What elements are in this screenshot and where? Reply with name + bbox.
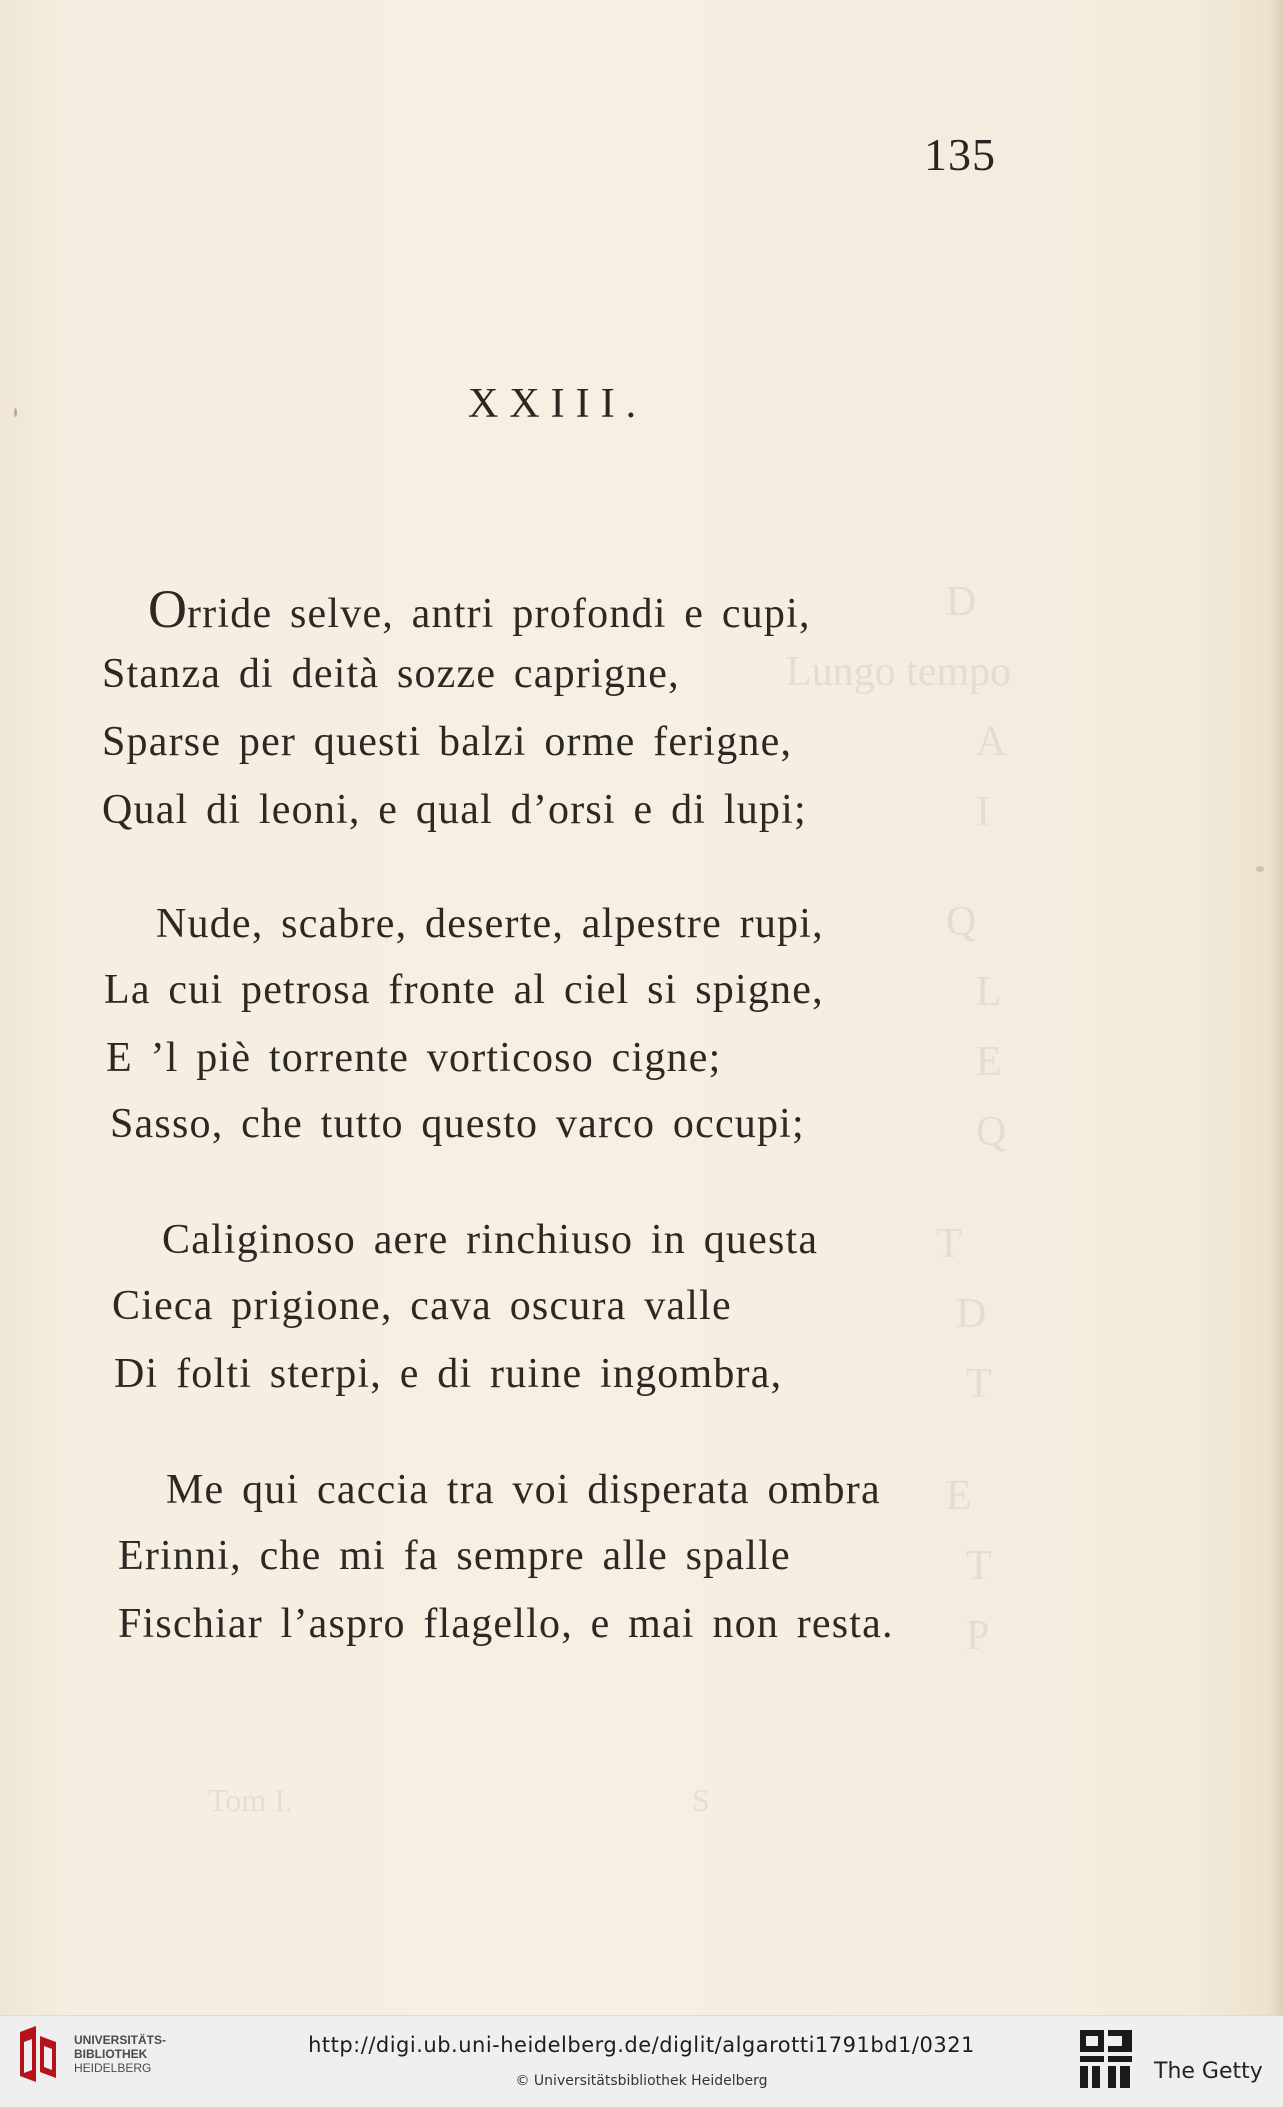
poem-line: Erinni, che mi fa sempre alle spalle	[118, 1533, 791, 1579]
section-title: XXIII.	[468, 381, 648, 427]
poem-line: Fischiar l’aspro flagello, e mai non resta.	[118, 1601, 894, 1647]
poem-line: E ’l piè torrente vorticoso cigne;	[106, 1035, 722, 1081]
poem-line: Nude, scabre, deserte, alpestre rupi,	[156, 901, 824, 947]
partner-name: The Getty	[1154, 2059, 1263, 2084]
poem-line: Me qui caccia tra voi disperata ombra	[166, 1467, 881, 1513]
getty-logo-icon	[1078, 2026, 1134, 2094]
library-name-line: UNIVERSITÄTS-	[74, 2033, 167, 2047]
poem-line: Sasso, che tutto questo varco occupi;	[110, 1101, 805, 1147]
library-name-line: BIBLIOTHEK	[74, 2047, 148, 2061]
poem-line	[148, 578, 811, 640]
paper-speck	[14, 408, 17, 417]
drop-cap: O	[148, 579, 187, 639]
library-name-line: HEIDELBERG	[74, 2061, 152, 2075]
paper-speck	[1256, 866, 1264, 872]
permalink-url[interactable]: http://digi.ub.uni-heidelberg.de/diglit/algarotti1791bd1/0321	[308, 2033, 975, 2057]
poem-line: Di folti sterpi, e di ruine ingombra,	[114, 1351, 783, 1397]
poem-line: Cieca prigione, cava oscura valle	[112, 1283, 732, 1329]
poem-line: Stanza di deità sozze caprigne,	[102, 651, 680, 697]
page-number: 135	[924, 129, 996, 180]
page-edge-shadow	[1269, 0, 1283, 2015]
poem-line-text: rride selve, antri profondi e cupi,	[187, 591, 811, 637]
scanned-page: D Lungo tempo A I Q L E Q T D T E T P Tom I. S 135 XXIII. Orride selve, antri profondi e cupi, Stanza di deità sozze caprigne, Sparse per questi balzi orme ferigne, Qual di leoni, e qual d’orsi e di lupi; Nude, scabre, deserte, alpestre rupi, La cui petrosa fronte al ciel si spigne, E ’l piè torrente vorticoso cigne; Sasso, che tutto questo varco occupi; Caliginoso aere rinchiuso in questa Cieca prigione, cava oscura valle Di folti sterpi, e di ruine ingombra, Me qui caccia tra voi disperata ombra Erinni, che mi fa sempre alle spalle Fischiar l’aspro flagello, e mai non resta.	[0, 0, 1283, 2015]
poem-line: Sparse per questi balzi orme ferigne,	[102, 719, 793, 765]
poem-line: Caliginoso aere rinchiuso in questa	[162, 1217, 819, 1263]
poem-line: La cui petrosa fronte al ciel si spigne,	[104, 967, 824, 1013]
copyright-notice: © Universitätsbibliothek Heidelberg	[515, 2073, 768, 2089]
poem-line: Qual di leoni, e qual d’orsi e di lupi;	[102, 787, 807, 833]
